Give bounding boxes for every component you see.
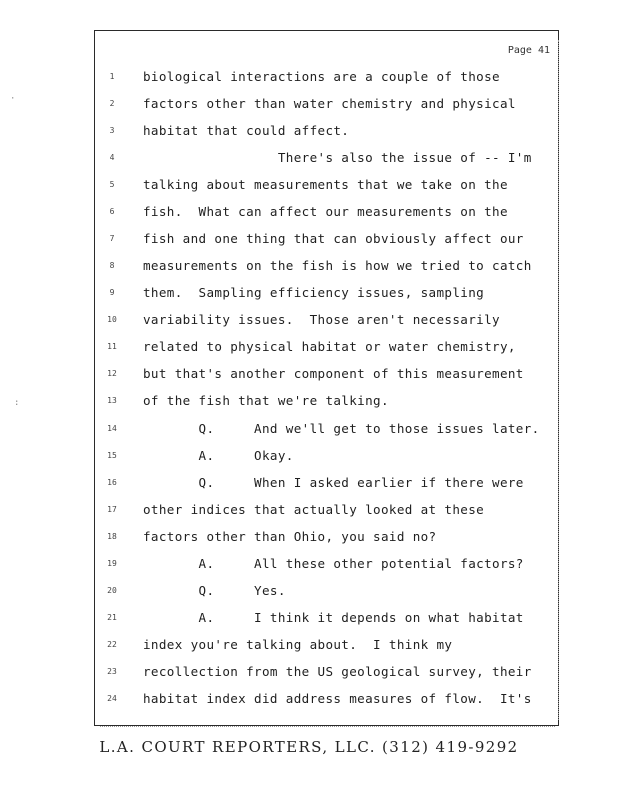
line-text: factors other than Ohio, you said no? bbox=[143, 528, 437, 544]
line-number: 6 bbox=[109, 207, 115, 217]
transcript-line bbox=[95, 231, 560, 247]
line-number: 7 bbox=[109, 234, 115, 244]
line-number: 13 bbox=[107, 396, 117, 406]
line-text: measurements on the fish is how we tried to catch bbox=[143, 258, 532, 274]
transcript-line bbox=[95, 691, 560, 707]
transcript-line bbox=[95, 150, 560, 166]
transcript-line bbox=[95, 123, 560, 139]
line-text: fish and one thing that can obviously affect our bbox=[143, 231, 524, 247]
transcript-line bbox=[95, 448, 560, 464]
transcript-line bbox=[95, 312, 560, 328]
line-text: other indices that actually looked at these bbox=[143, 501, 485, 517]
line-text: variability issues. Those aren't necessarily bbox=[143, 312, 500, 328]
line-number: 8 bbox=[109, 261, 115, 271]
line-text: habitat index did address measures of flow. It's bbox=[143, 690, 532, 706]
transcript-line bbox=[95, 583, 560, 599]
transcript-line bbox=[95, 258, 560, 274]
line-number: 9 bbox=[109, 288, 115, 298]
transcript-line bbox=[95, 285, 560, 301]
line-number: 18 bbox=[107, 531, 117, 541]
line-text: related to physical habitat or water chemistry, bbox=[143, 339, 516, 355]
page-number: Page 41 bbox=[507, 45, 550, 56]
line-text: recollection from the US geological survey, their bbox=[143, 663, 532, 679]
scan-edge-artifact bbox=[558, 40, 563, 720]
transcript-line bbox=[95, 393, 560, 409]
line-number: 19 bbox=[107, 558, 117, 568]
transcript-line bbox=[95, 366, 560, 382]
line-number: 2 bbox=[109, 99, 115, 109]
line-number: 17 bbox=[107, 504, 117, 514]
scan-speck: · bbox=[10, 94, 16, 104]
transcript-line bbox=[95, 69, 560, 85]
transcript-line bbox=[95, 475, 560, 491]
line-text: talking about measurements that we take on the bbox=[143, 177, 508, 193]
line-text: index you're talking about. I think my bbox=[143, 636, 453, 652]
line-number: 16 bbox=[107, 477, 117, 487]
transcript-line bbox=[95, 610, 560, 626]
scan-speck: : bbox=[14, 398, 20, 408]
transcript-page bbox=[94, 30, 559, 726]
line-text: factors other than water chemistry and physical bbox=[143, 96, 516, 112]
line-text: There's also the issue of -- I'm bbox=[143, 150, 532, 166]
transcript-line bbox=[95, 339, 560, 355]
line-text: habitat that could affect. bbox=[143, 123, 350, 139]
line-text: A. All these other potential factors? bbox=[143, 555, 524, 571]
line-number: 23 bbox=[107, 666, 117, 676]
transcript-line bbox=[95, 664, 560, 680]
line-text: Q. When I asked earlier if there were bbox=[143, 474, 524, 490]
line-text: A. I think it depends on what habitat bbox=[143, 609, 524, 625]
line-number: 12 bbox=[107, 369, 117, 379]
line-text: Q. And we'll get to those issues later. bbox=[143, 420, 540, 436]
court-reporter-footer: L.A. COURT REPORTERS, LLC. (312) 419-9292 bbox=[99, 738, 519, 756]
line-number: 21 bbox=[107, 612, 117, 622]
line-number: 4 bbox=[109, 153, 115, 163]
line-number: 14 bbox=[107, 423, 117, 433]
line-text: A. Okay. bbox=[143, 447, 294, 463]
line-number: 22 bbox=[107, 639, 117, 649]
line-text: but that's another component of this measurement bbox=[143, 366, 524, 382]
line-number: 1 bbox=[109, 72, 115, 81]
line-text: of the fish that we're talking. bbox=[143, 393, 389, 409]
transcript-line bbox=[95, 204, 560, 220]
line-number: 3 bbox=[109, 126, 115, 136]
transcript-line bbox=[95, 502, 560, 518]
transcript-line bbox=[95, 177, 560, 193]
line-number: 11 bbox=[107, 342, 117, 352]
line-number: 24 bbox=[107, 693, 117, 703]
transcript-line bbox=[95, 529, 560, 545]
line-text: Q. Yes. bbox=[143, 582, 286, 598]
line-text: them. Sampling efficiency issues, sampling bbox=[143, 285, 485, 301]
scan-bottom-artifact bbox=[100, 726, 555, 729]
line-text: fish. What can affect our measurements on the bbox=[143, 204, 508, 220]
line-number: 10 bbox=[107, 315, 117, 325]
line-number: 20 bbox=[107, 585, 117, 595]
transcript-line bbox=[95, 556, 560, 572]
transcript-line bbox=[95, 421, 560, 437]
transcript-line bbox=[95, 637, 560, 653]
line-text: biological interactions are a couple of those bbox=[143, 69, 500, 84]
line-number: 15 bbox=[107, 450, 117, 460]
line-number: 5 bbox=[109, 180, 115, 190]
transcript-line bbox=[95, 96, 560, 112]
